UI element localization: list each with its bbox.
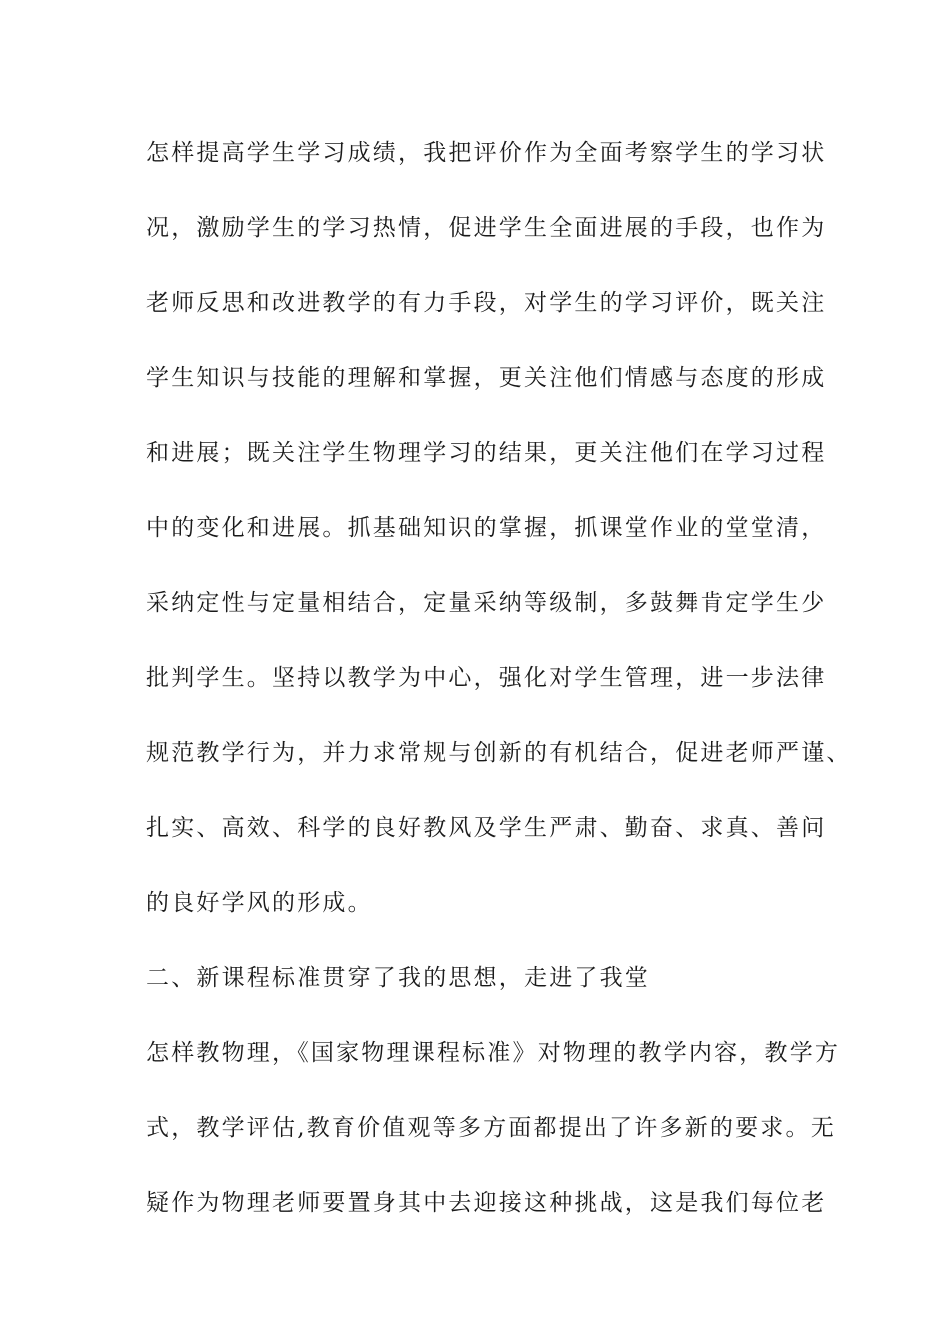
text-line: 采纳定性与定量相结合，定量采纳等级制，多鼓舞肯定学生少 [146, 590, 827, 616]
section-heading: 二、新课程标准贯穿了我的思想，走进了我堂 [146, 965, 650, 991]
text-line: 怎样提高学生学习成绩，我把评价作为全面考察学生的学习状 [146, 140, 827, 166]
text-line: 怎样教物理，《国家物理课程标准》对物理的教学内容，教学方 [146, 1040, 841, 1066]
text-line: 式，教学评估,教育价值观等多方面都提出了许多新的要求。无 [146, 1115, 836, 1141]
text-line: 和进展；既关注学生物理学习的结果，更关注他们在学习过程 [146, 440, 827, 466]
text-line: 中的变化和进展。抓基础知识的掌握，抓课堂作业的堂堂清， [146, 515, 827, 541]
text-line: 学生知识与技能的理解和掌握，更关注他们情感与态度的形成 [146, 365, 827, 391]
text-line: 况，激励学生的学习热情，促进学生全面进展的手段，也作为 [146, 215, 827, 241]
text-line: 扎实、高效、科学的良好教风及学生严肃、勤奋、求真、善问 [146, 815, 827, 841]
text-line: 批判学生。坚持以教学为中心，强化对学生管理，进一步法律 [146, 665, 827, 691]
text-line: 老师反思和改进教学的有力手段，对学生的学习评价，既关注 [146, 290, 827, 316]
text-line: 规范教学行为，并力求常规与创新的有机结合，促进老师严谨、 [146, 740, 852, 766]
text-line: 的良好学风的形成。 [146, 890, 373, 916]
text-line: 疑作为物理老师要置身其中去迎接这种挑战，这是我们每位老 [146, 1190, 827, 1216]
body-text [146, 130, 852, 1255]
